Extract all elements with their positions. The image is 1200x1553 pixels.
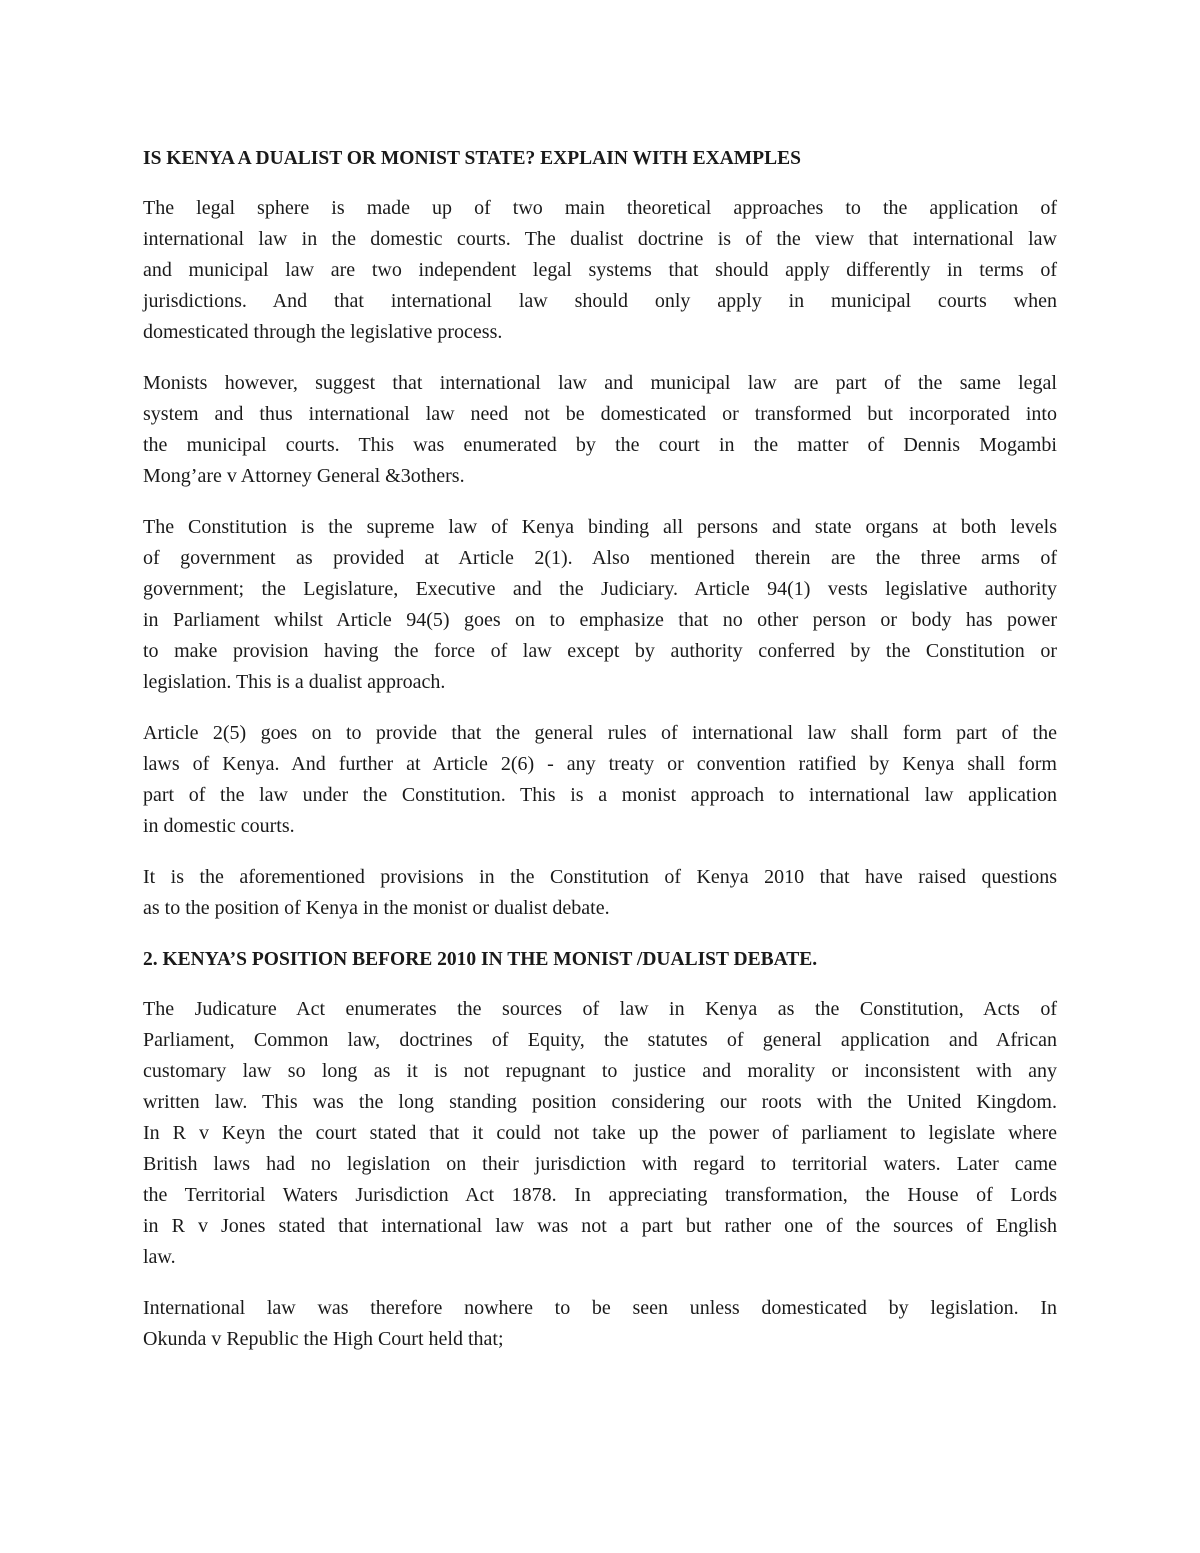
text-line: The legal sphere is made up of two main theoretical approaches to the application of xyxy=(143,197,1057,219)
section-heading: 2. KENYA’S POSITION BEFORE 2010 IN THE MONIST /DUALIST DEBATE. xyxy=(143,949,818,970)
document-title: IS KENYA A DUALIST OR MONIST STATE? EXPLAIN WITH EXAMPLES xyxy=(143,148,801,169)
text-line: Parliament, Common law, doctrines of Equity, the statutes of general application and African xyxy=(143,1029,1057,1051)
history-section xyxy=(143,994,1057,1355)
text-line: British laws had no legislation on their jurisdiction with regard to territorial waters. Later came xyxy=(143,1153,1057,1175)
document-page xyxy=(143,143,1057,1375)
text-line: Okunda v Republic the High Court held that; xyxy=(143,1328,504,1350)
text-line: as to the position of Kenya in the monist or dualist debate. xyxy=(143,897,610,919)
text-line: written law. This was the long standing position considering our roots with the United Kingdom. xyxy=(143,1091,1057,1113)
text-line: jurisdictions. And that international law should only apply in municipal courts when xyxy=(143,290,1057,312)
text-line: in domestic courts. xyxy=(143,815,295,837)
text-line: Monists however, suggest that international law and municipal law are part of the same legal xyxy=(143,372,1057,394)
paragraph xyxy=(143,862,1057,924)
intro-section xyxy=(143,193,1057,924)
text-line: government; the Legislature, Executive and the Judiciary. Article 94(1) vests legislative authority xyxy=(143,578,1057,600)
text-line: Mong’are v Attorney General &3others. xyxy=(143,465,465,487)
paragraph xyxy=(143,718,1057,842)
text-line: in R v Jones stated that international law was not a part but rather one of the sources of English xyxy=(143,1215,1057,1237)
text-line: to make provision having the force of law except by authority conferred by the Constitution or xyxy=(143,640,1057,662)
paragraph xyxy=(143,1293,1057,1355)
text-line: in Parliament whilst Article 94(5) goes on to emphasize that no other person or body has power xyxy=(143,609,1057,631)
text-line: International law was therefore nowhere to be seen unless domesticated by legislation. In xyxy=(143,1297,1057,1319)
text-line: international law in the domestic courts. The dualist doctrine is of the view that international law xyxy=(143,228,1057,250)
text-line: The Constitution is the supreme law of Kenya binding all persons and state organs at both levels xyxy=(143,516,1057,538)
text-line: In R v Keyn the court stated that it could not take up the power of parliament to legislate where xyxy=(143,1122,1057,1144)
paragraph xyxy=(143,512,1057,698)
text-line: part of the law under the Constitution. This is a monist approach to international law application xyxy=(143,784,1057,806)
text-line: laws of Kenya. And further at Article 2(6) - any treaty or convention ratified by Kenya shall form xyxy=(143,753,1057,775)
text-line: law. xyxy=(143,1246,176,1268)
text-line: domesticated through the legislative process. xyxy=(143,321,503,343)
paragraph xyxy=(143,994,1057,1273)
text-line: The Judicature Act enumerates the sources of law in Kenya as the Constitution, Acts of xyxy=(143,998,1057,1020)
text-line: and municipal law are two independent legal systems that should apply differently in terms of xyxy=(143,259,1057,281)
text-line: of government as provided at Article 2(1). Also mentioned therein are the three arms of xyxy=(143,547,1057,569)
text-line: Article 2(5) goes on to provide that the general rules of international law shall form part of the xyxy=(143,722,1057,744)
text-line: the municipal courts. This was enumerated by the court in the matter of Dennis Mogambi xyxy=(143,434,1057,456)
text-line: customary law so long as it is not repugnant to justice and morality or inconsistent with any xyxy=(143,1060,1057,1082)
text-line: system and thus international law need not be domesticated or transformed but incorporated into xyxy=(143,403,1057,425)
paragraph xyxy=(143,368,1057,492)
text-line: legislation. This is a dualist approach. xyxy=(143,671,446,693)
text-line: It is the aforementioned provisions in the Constitution of Kenya 2010 that have raised questions xyxy=(143,866,1057,888)
paragraph xyxy=(143,193,1057,348)
text-line: the Territorial Waters Jurisdiction Act 1878. In appreciating transformation, the House of Lords xyxy=(143,1184,1057,1206)
